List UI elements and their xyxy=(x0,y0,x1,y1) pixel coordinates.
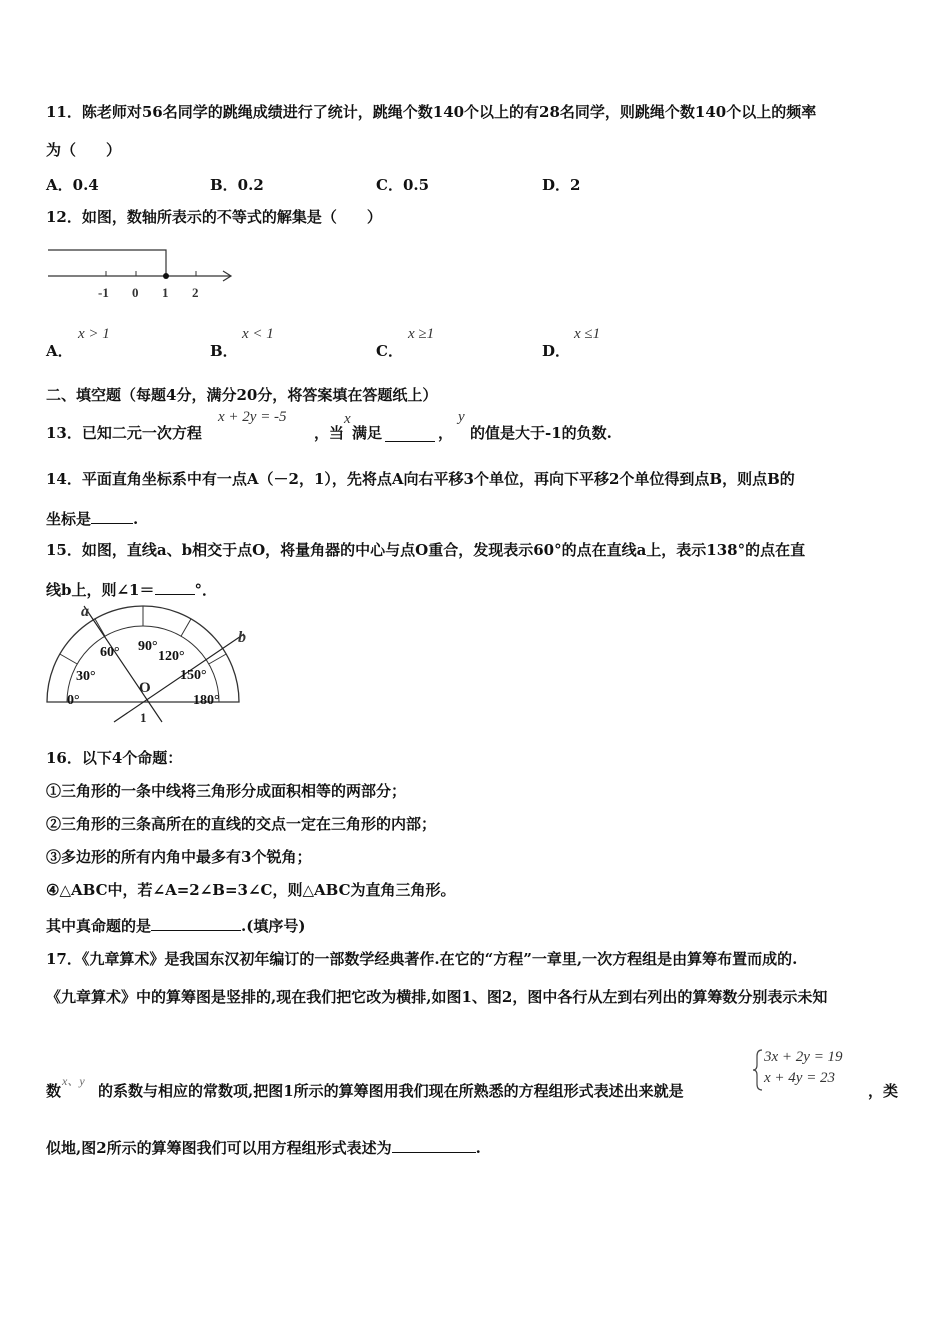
q13-var-x: x xyxy=(344,411,351,427)
q11-stem-line2: 为（ ） xyxy=(46,141,122,159)
q15-text-a: 线b上，则∠1＝ xyxy=(46,581,155,599)
q17-line3-text-a: 数 xyxy=(46,1082,62,1100)
mark-90: 90° xyxy=(138,639,158,654)
number-line-figure xyxy=(44,242,244,302)
q16-answer-blank[interactable] xyxy=(151,914,241,931)
q12-option-a-math: x > 1 xyxy=(78,326,110,342)
q12-option-b-letter: B． xyxy=(210,342,238,360)
q13-text-part5: 的值是大于-1的负数. xyxy=(470,424,612,442)
line-b xyxy=(114,634,244,722)
q13-equation: x + 2y = -5 xyxy=(218,409,287,425)
q13-text-part1: 13．已知二元一次方程 xyxy=(46,424,202,442)
q14-stem-line1: 14．平面直角坐标系中有一点A（－2，1），先将点A向右平移3个单位，再向下平移2个单位得到点B，则点B的 xyxy=(46,470,795,488)
q12-option-d-letter: D． xyxy=(542,342,571,360)
q12-stem: 12．如图，数轴所表示的不等式的解集是（ ） xyxy=(46,208,382,226)
closed-point-marker xyxy=(163,273,169,279)
q17-line4-text-a: 似地,图2所示的算筹图我们可以用方程组形式表述为 xyxy=(46,1139,392,1157)
protractor-figure xyxy=(40,604,258,728)
q12-option-a-letter: A． xyxy=(46,342,73,360)
q11-stem-line1: 11．陈老师对56名同学的跳绳成绩进行了统计，跳绳个数140个以上的有28名同学，则跳绳个数140个以上的频率 xyxy=(46,103,817,121)
q17-answer-blank[interactable] xyxy=(392,1136,476,1153)
q16-proposition-3: ③多边形的所有内角中最多有3个锐角； xyxy=(46,848,312,866)
q17-line4-text-b: . xyxy=(475,1139,481,1157)
q16-proposition-2: ②三角形的三条高所在的直线的交点一定在三角形的内部； xyxy=(46,815,437,833)
q11-option-c: C．0.5 xyxy=(376,176,430,194)
q12-option-d-math: x ≤1 xyxy=(574,326,601,342)
q12-option-c-letter: C． xyxy=(376,342,403,360)
q15-text-b: °． xyxy=(194,581,218,599)
mark-120: 120° xyxy=(158,649,185,664)
q13-var-y: y xyxy=(458,409,465,425)
q14-text-b: . xyxy=(133,510,139,528)
q17-line3-text-c: ，类 xyxy=(868,1082,899,1100)
q13-text-part2: ，当 xyxy=(314,424,345,442)
tick-label-1: 1 xyxy=(162,285,169,300)
tick-label-0: 0 xyxy=(132,285,139,300)
q17-system-equation-1: 3x + 2y = 19 xyxy=(764,1049,843,1065)
section-heading-fill-in: 二、填空题（每题4分，满分20分，将答案填在答题纸上） xyxy=(46,386,438,404)
mark-60: 60° xyxy=(100,645,120,660)
q12-option-c-math: x ≥1 xyxy=(408,326,435,342)
solution-ray xyxy=(48,250,166,276)
q17-stem-line2: 《九章算术》中的算筹图是竖排的,现在我们把它改为横排,如图1、图2，图中各行从左到右列出的算筹数分别表示未知 xyxy=(46,988,828,1006)
q16-proposition-1: ①三角形的一条中线将三角形分成面积相等的两部分； xyxy=(46,782,407,800)
mark-180: 180° xyxy=(193,693,220,708)
q16-stem: 16．以下4个命题： xyxy=(46,749,183,767)
angle-1-label: 1 xyxy=(140,710,147,725)
q12-option-b-math: x < 1 xyxy=(242,326,274,342)
mark-0: 0° xyxy=(67,693,80,708)
mark-30: 30° xyxy=(76,669,96,684)
q15-stem-line1: 15．如图，直线a、b相交于点O，将量角器的中心与点O重合，发现表示60°的点在直线a上，表示138°的点在直 xyxy=(46,541,806,559)
q11-option-b: B．0.2 xyxy=(210,176,264,194)
q13-answer-blank[interactable] xyxy=(385,423,435,442)
q17-line3-text-b: 的系数与相应的常数项,把图1所示的算筹图用我们现在所熟悉的方程组形式表述出来就是 xyxy=(98,1082,684,1100)
q17-vars: x、y xyxy=(62,1074,85,1088)
line-a-label: a xyxy=(81,604,89,620)
q16-answer-text-b: .(填序号) xyxy=(241,917,306,935)
q11-option-a: A．0.4 xyxy=(46,176,99,194)
q14-text-a: 坐标是 xyxy=(46,510,92,528)
mark-150: 150° xyxy=(180,668,207,683)
line-b-label: b xyxy=(238,629,246,646)
center-o-label: O xyxy=(139,680,151,696)
tick-label-minus1: -1 xyxy=(98,285,109,300)
q17-stem-line1: 17．《九章算术》是我国东汉初年编订的一部数学经典著作.在它的“方程”一章里,一次方程组是由算筹布置而成的. xyxy=(46,950,798,968)
q13-text-part3: 满足 xyxy=(352,424,383,442)
q11-option-d: D．2 xyxy=(542,176,581,194)
q15-answer-blank[interactable] xyxy=(155,578,195,595)
q16-answer-text-a: 其中真命题的是 xyxy=(46,917,152,935)
line-a xyxy=(84,606,162,722)
q16-proposition-4: ④△ABC中，若∠A=2∠B=3∠C，则△ABC为直角三角形。 xyxy=(46,881,456,899)
q14-answer-blank[interactable] xyxy=(91,507,133,524)
q13-text-part4: ， xyxy=(438,424,454,442)
tick-label-2: 2 xyxy=(192,285,199,300)
q17-system-equation-2: x + 4y = 23 xyxy=(764,1070,836,1086)
